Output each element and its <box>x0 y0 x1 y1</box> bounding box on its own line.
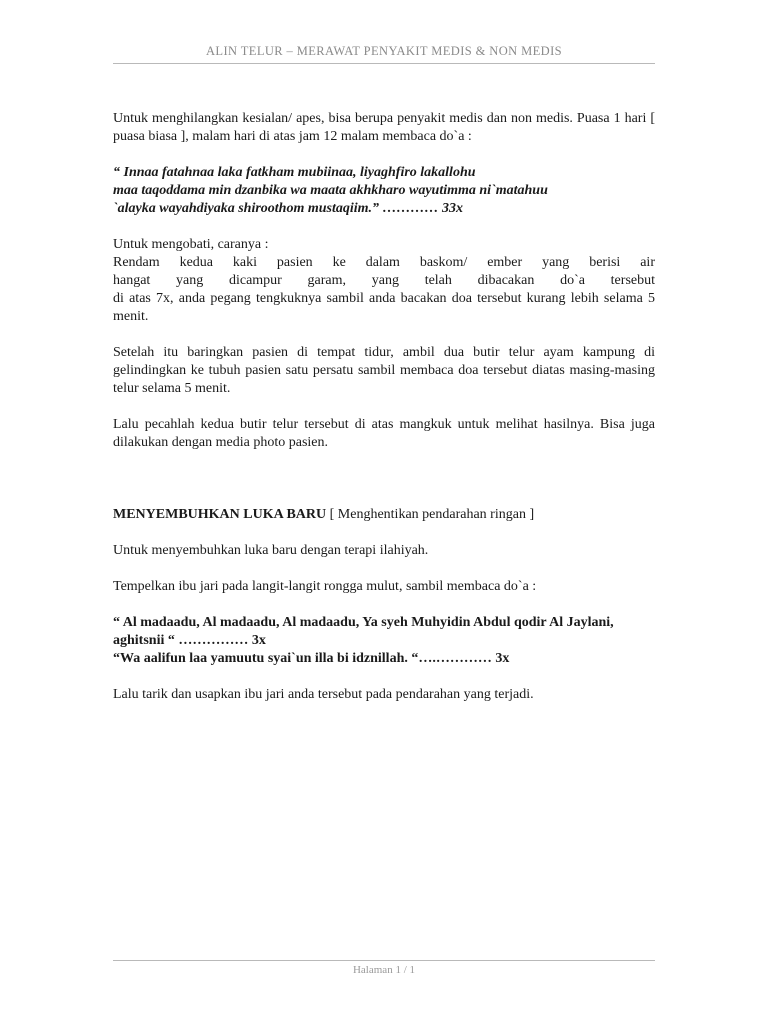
section2-intro: Untuk menyembuhkan luka baru dengan terapi ilahiyah. <box>113 543 429 558</box>
prayer-line: “ Al madaadu, Al madaadu, Al madaadu, Ya syeh Muhyidin Abdul qodir Al Jaylani, aghitsnii “ …………… 3x <box>113 615 614 648</box>
treatment-line: Rendam kedua kaki pasien ke dalam baskom/ ember yang berisi air <box>113 255 655 270</box>
after-paragraph: Setelah itu baringkan pasien di tempat tidur, ambil dua butir telur ayam kampung di gelindingkan ke tubuh pasien satu persatu sambil membaca doa tersebut diatas masing-masing telur selama 5 menit. <box>113 345 655 396</box>
prayer-line: “ Innaa fatahnaa laka fatkham mubiinaa, liyaghfiro lakallohu <box>113 165 476 180</box>
prayer-line: `alayka wayahdiyaka shiroothom mustaqiim.” ………… 33x <box>113 201 464 216</box>
intro-paragraph: Untuk menghilangkan kesialan/ apes, bisa berupa penyakit medis dan non medis. Puasa 1 hari [ puasa biasa ], malam hari di atas jam 12 malam membaca do`a : <box>113 111 655 144</box>
treatment-line: hangat yang dicampur garam, yang telah dibacakan do`a tersebut <box>113 273 655 288</box>
footer-divider <box>113 960 655 961</box>
section2-prayer-block <box>113 614 655 668</box>
prayer-block <box>113 164 655 218</box>
treatment-line: di atas 7x, anda pegang tengkuknya sambil anda bacakan doa tersebut kurang lebih selama 5 menit. <box>113 291 655 324</box>
page-number: Halaman 1 / 1 <box>352 964 415 976</box>
section-title <box>113 506 655 524</box>
closing-paragraph: Lalu tarik dan usapkan ibu jari anda tersebut pada pendarahan yang terjadi. <box>113 687 534 702</box>
section-title-note: [ Menghentikan pendarahan ringan ] <box>326 507 535 522</box>
document-body <box>113 110 655 704</box>
treatment-heading: Untuk mengobati, caranya : <box>113 237 269 252</box>
header-divider <box>113 63 655 64</box>
section-title-bold: MENYEMBUHKAN LUKA BARU <box>113 507 327 522</box>
section2-instruction: Tempelkan ibu jari pada langit-langit rongga mulut, sambil membaca do`a : <box>113 579 537 594</box>
page-header: ALIN TELUR – MERAWAT PENYAKIT MEDIS & NON MEDIS <box>206 44 562 58</box>
prayer-line: “Wa aalifun laa yamuutu syai`un illa bi idznillah. “….………… 3x <box>113 651 510 666</box>
prayer-line: maa taqoddama min dzanbika wa maata akhkharo wayutimma ni`matahuu <box>113 183 548 198</box>
treatment-paragraph <box>113 236 655 326</box>
result-paragraph: Lalu pecahlah kedua butir telur tersebut di atas mangkuk untuk melihat hasilnya. Bisa juga dilakukan dengan media photo pasien. <box>113 417 655 450</box>
